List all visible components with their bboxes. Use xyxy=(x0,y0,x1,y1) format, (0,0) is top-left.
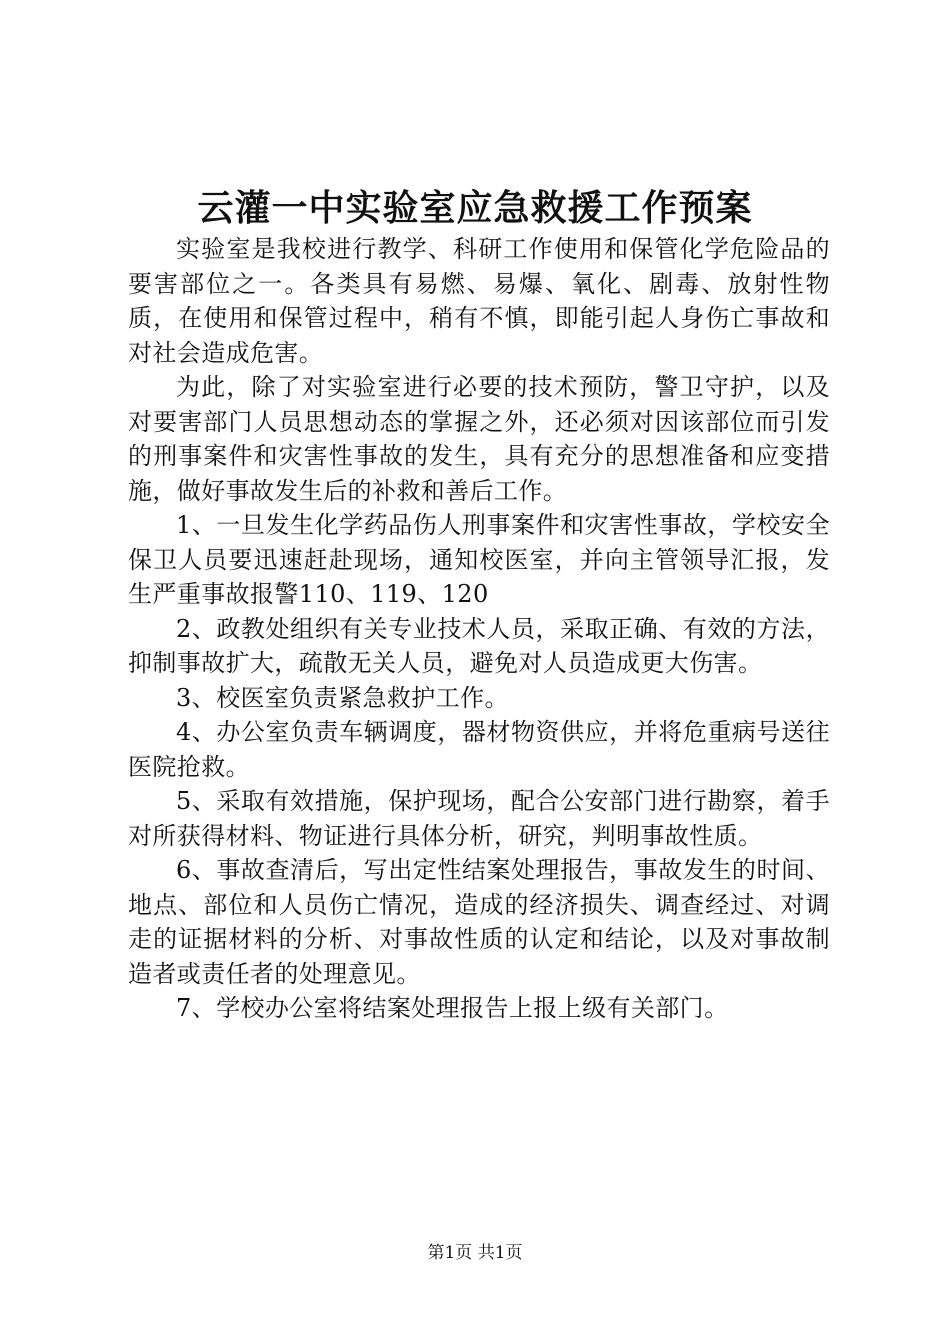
paragraph-item-3: 3、校医室负责紧急救护工作。 xyxy=(176,683,509,712)
paragraph-item-4: 4、办公室负责车辆调度，器材物资供应，并将危重病号送往医院抢救。 xyxy=(128,718,830,781)
paragraph-intro: 实验室是我校进行教学、科研工作使用和保管化学危险品的要害部位之一。各类具有易燃、易爆、氧化、剧毒、放射性物质，在使用和保管过程中，稍有不慎，即能引起人身伤亡事故和对社会造成危害。 xyxy=(128,235,830,367)
document-body xyxy=(128,232,830,1026)
paragraph-item-1: 1、一旦发生化学药品伤人刑事案件和灾害性事故，学校安全保卫人员要迅速赶赴现场，通知校医室，并向主管领导汇报，发生严重事故报警110、119、120 xyxy=(128,511,830,608)
paragraph-item-2: 2、政教处组织有关专业技术人员，采取正确、有效的方法，抑制事故扩大，疏散无关人员，避免对人员造成更大伤害。 xyxy=(128,614,830,677)
paragraph-item-7: 7、学校办公室将结案处理报告上报上级有关部门。 xyxy=(176,994,729,1022)
document-title: 云灌一中实验室应急救援工作预案 xyxy=(197,187,753,229)
page-footer: 第1页 共1页 xyxy=(427,1243,523,1263)
paragraph-item-5: 5、采取有效措施，保护现场，配合公安部门进行勘察，着手对所获得材料、物证进行具体分析，研究，判明事故性质。 xyxy=(128,787,830,850)
paragraph-item-6: 6、事故查清后，写出定性结案处理报告，事故发生的时间、地点、部位和人员伤亡情况，造成的经济损失、调查经过、对调走的证据材料的分析、对事故性质的认定和结论，以及对事故制造者或责任者的处理意见。 xyxy=(128,856,830,988)
paragraph-preparation: 为此，除了对实验室进行必要的技术预防，警卫守护，以及对要害部门人员思想动态的掌握之外，还必须对因该部位而引发的刑事案件和灾害性事故的发生，具有充分的思想准备和应变措施，做好事故发生后的补救和善后工作。 xyxy=(128,373,830,505)
